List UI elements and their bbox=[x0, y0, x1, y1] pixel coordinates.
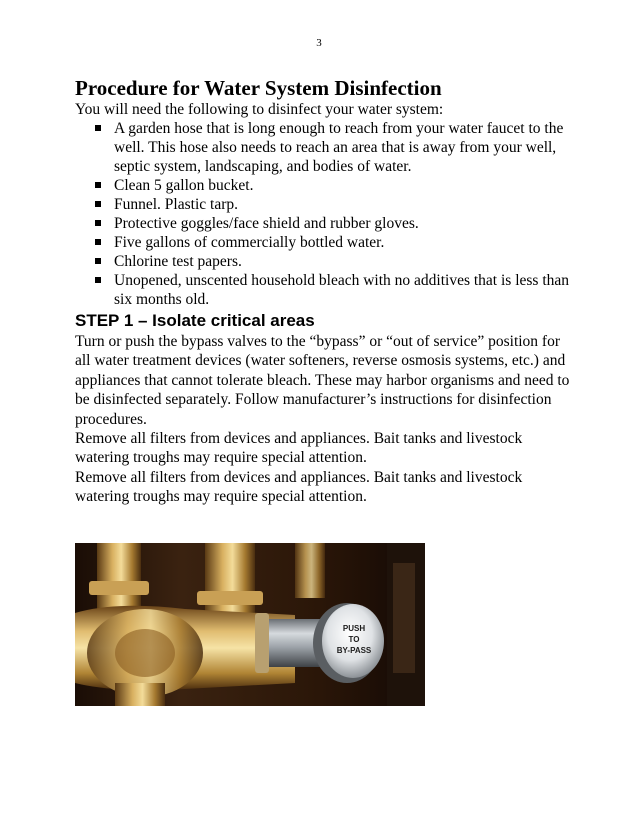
square-bullet-icon bbox=[95, 258, 101, 264]
knob-label: TO bbox=[348, 635, 360, 644]
square-bullet-icon bbox=[95, 239, 101, 245]
list-item-text: Chlorine test papers. bbox=[114, 253, 242, 270]
square-bullet-icon bbox=[95, 201, 101, 207]
list-item bbox=[75, 233, 575, 252]
step-paragraph: Remove all filters from devices and appliances. Bait tanks and livestock watering troughs may require special attention. bbox=[75, 468, 523, 506]
step-paragraph: Remove all filters from devices and appliances. Bait tanks and livestock watering troughs may require special attention. bbox=[75, 430, 523, 467]
list-item-text: A garden hose that is long enough to reach from your water faucet to the well. This hose also needs to reach an area that is away from your well, septic system, landscaping, and bodies of water. bbox=[114, 120, 564, 175]
step-paragraph: Turn or push the bypass valves to the “bypass” or “out of service” position for all water treatment devices (water softeners, reverse osmosis systems, etc.) and appliances that cannot tolerate bleach. These may harbor organisms and need to be disinfected separately. Follow manufacturer’s instructions for disinfection procedures. bbox=[75, 333, 570, 428]
list-item-text: Clean 5 gallon bucket. bbox=[114, 177, 254, 194]
step-heading: STEP 1 – Isolate critical areas bbox=[75, 311, 315, 330]
square-bullet-icon bbox=[95, 125, 101, 131]
intro-text: You will need the following to disinfect your water system: bbox=[75, 101, 444, 118]
list-item bbox=[75, 195, 575, 214]
list-item bbox=[75, 214, 575, 233]
page-number: 3 bbox=[316, 37, 322, 49]
square-bullet-icon bbox=[95, 220, 101, 226]
list-item-text: Unopened, unscented household bleach with no additives that is less than six months old. bbox=[114, 272, 570, 308]
square-bullet-icon bbox=[95, 182, 101, 188]
list-item bbox=[75, 252, 575, 271]
list-item-text: Protective goggles/face shield and rubber gloves. bbox=[114, 215, 419, 232]
section-title: Procedure for Water System Disinfection bbox=[75, 76, 442, 100]
page-content bbox=[75, 76, 575, 507]
list-item bbox=[75, 176, 575, 195]
square-bullet-icon bbox=[95, 277, 101, 283]
list-item-text: Five gallons of commercially bottled water. bbox=[114, 234, 385, 251]
list-item bbox=[75, 119, 575, 176]
knob-label: PUSH bbox=[342, 624, 366, 633]
list-item-text: Funnel. Plastic tarp. bbox=[114, 196, 238, 213]
list-item bbox=[75, 271, 575, 309]
knob-label: BY-PASS bbox=[336, 646, 372, 655]
bypass-valve-photo bbox=[75, 543, 425, 706]
supplies-list bbox=[75, 119, 575, 309]
